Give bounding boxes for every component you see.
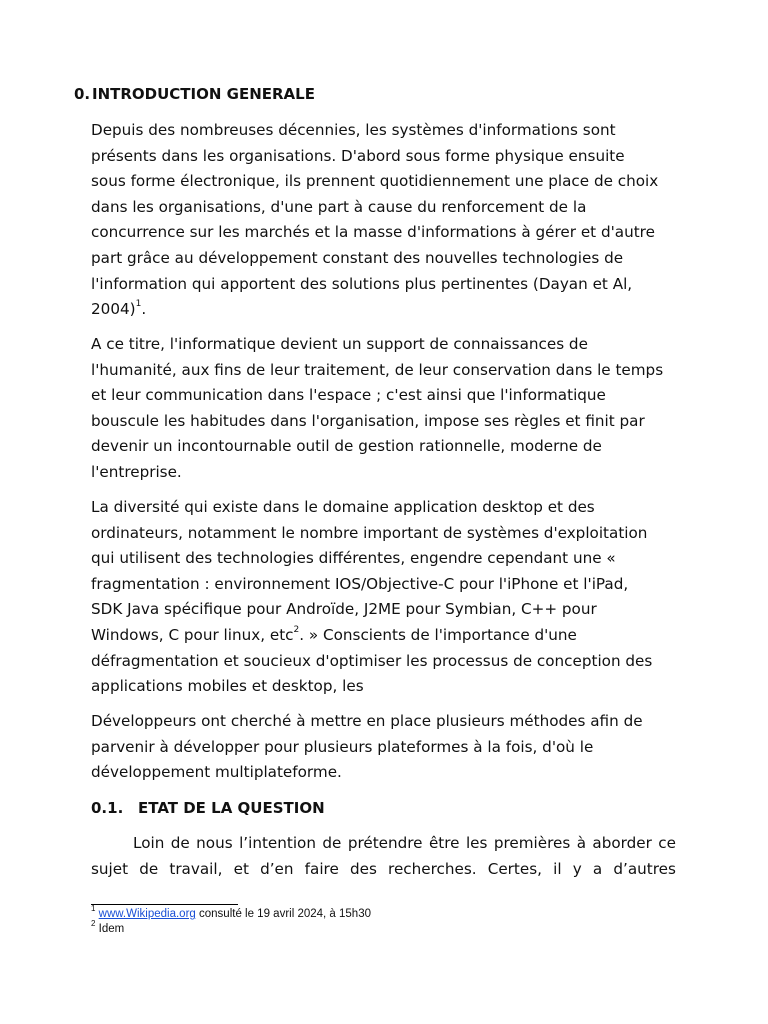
text-line: fragmentation : environnement IOS/Objective-C pour l'iPhone et l'iPad, (91, 574, 629, 593)
word: ce (658, 834, 676, 852)
footnote-ref-2[interactable]: 2 (293, 624, 300, 635)
word: et (233, 859, 249, 878)
text-line: l'entreprise. (91, 462, 182, 481)
paragraph-2 (91, 332, 681, 486)
word: a (592, 859, 603, 878)
text-line: Depuis des nombreuses décennies, les systèmes d'informations sont (91, 121, 616, 139)
section-heading (74, 85, 315, 103)
text-line: SDK Java spécifique pour Androïde, J2ME pour Symbian, C++ pour (91, 600, 597, 619)
text-line: applications mobiles et desktop, les (91, 677, 364, 696)
text-line: l'information qui apportent des solutions plus pertinentes (Dayan et Al, (91, 274, 633, 293)
word: travail, (169, 859, 223, 878)
text-line: Développeurs ont cherché à mettre en place plusieurs méthodes afin de (91, 712, 643, 730)
word: prétendre (347, 834, 423, 852)
word: sujet (91, 859, 129, 878)
text-line (91, 297, 681, 323)
footnote-ref-1[interactable]: 1 (135, 299, 142, 310)
text-line: bouscule les habitudes dans l'organisation, impose ses règles et finit par (91, 411, 645, 430)
text-line: présents dans les organisations. D'abord sous forme physique ensuite (91, 146, 625, 165)
wikipedia-link[interactable]: www.Wikipedia.org (98, 908, 196, 920)
word: de (170, 834, 190, 852)
text-line: l'humanité, aux fins de leur traitement, de leur conservation dans le temps (91, 360, 664, 379)
text-fragment: . » Conscients de l'importance d'une (299, 625, 577, 644)
text-line (91, 623, 681, 649)
text-fragment: Windows, C pour linux, etc (91, 625, 294, 644)
sentence-end: . (141, 300, 147, 319)
word: l’intention (239, 834, 316, 852)
word: à (576, 834, 586, 852)
word: faire (304, 859, 339, 878)
footnote-text: consulté le 19 avril 2024, à 15h30 (195, 908, 371, 920)
word: premières (493, 834, 571, 852)
text-line: parvenir à développer pour plusieurs plateformes à la fois, d'où le (91, 737, 594, 756)
text-line: concurrence sur les marchés et la masse d'informations à gérer et d'autre (91, 223, 655, 242)
paragraph-1 (91, 118, 681, 323)
subsection-title: ETAT DE LA QUESTION (138, 799, 325, 817)
word: recherches. (388, 859, 477, 878)
footnote-separator (91, 904, 238, 905)
word: de (139, 859, 159, 878)
text-line-justified (91, 857, 676, 883)
word: il (553, 859, 562, 878)
word: y (572, 859, 582, 878)
text-line: A ce titre, l'informatique devient un support de connaissances de (91, 335, 588, 353)
subsection-number: 0.1. (91, 799, 124, 817)
text-line: et leur communication dans l'espace ; c'est ainsi que l'informatique (91, 386, 606, 405)
text-line: La diversité qui existe dans le domaine application desktop et des (91, 498, 595, 516)
text-line: défragmentation et soucieux d'optimiser les processus de conception des (91, 651, 653, 670)
word: des (349, 859, 377, 878)
subsection-heading (91, 799, 325, 817)
paragraph-state-of-question (91, 831, 681, 882)
section-title: INTRODUCTION GENERALE (92, 85, 315, 103)
word: nous (196, 834, 233, 852)
word: Certes, (487, 859, 542, 878)
footnote-2 (91, 919, 125, 936)
footnote-marker: 2 (91, 919, 96, 929)
word: de (322, 834, 342, 852)
text-line: ordinateurs, notamment le nombre important de systèmes d'exploitation (91, 523, 648, 542)
text-line: devenir un incontournable outil de gestion rationnelle, moderne de (91, 437, 602, 456)
text-line: part grâce au développement constant des nouvelles technologies de (91, 248, 624, 267)
word: aborder (592, 834, 652, 852)
word: Loin (133, 834, 165, 852)
word: être (428, 834, 460, 852)
paragraph-4 (91, 709, 681, 786)
text-line: dans les organisations, d'une part à cause du renforcement de la (91, 197, 587, 216)
footnote-marker: 1 (91, 904, 96, 914)
paragraph-3 (91, 495, 681, 700)
word: les (465, 834, 488, 852)
footnote-1 (91, 904, 371, 921)
footnote-text: Idem (95, 923, 125, 935)
section-number: 0. (74, 85, 91, 103)
text-line: qui utilisent des technologies différentes, engendre cependant une « (91, 549, 616, 568)
text-line-justified (91, 831, 676, 857)
word: d’en (260, 859, 294, 878)
text-line: développement multiplateforme. (91, 763, 342, 782)
word: d’autres (613, 859, 676, 878)
citation-year: 2004) (91, 300, 136, 319)
text-line: sous forme électronique, ils prennent quotidiennement une place de choix (91, 172, 659, 191)
